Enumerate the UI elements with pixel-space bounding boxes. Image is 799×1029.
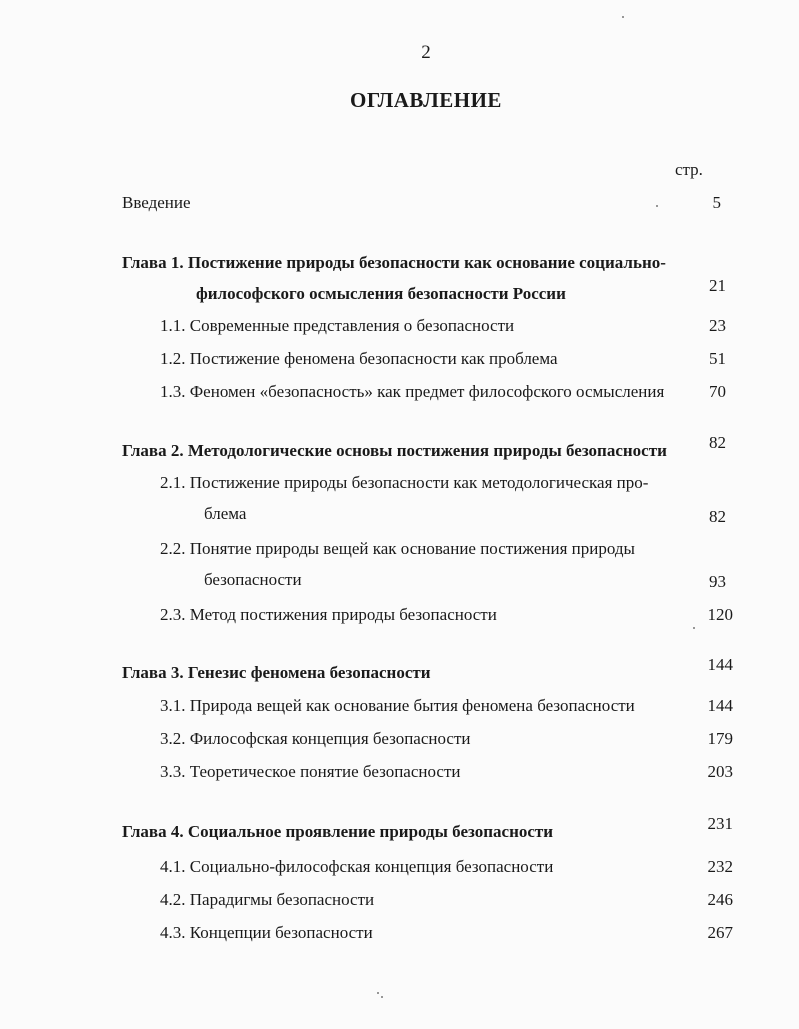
section-page: 267 [707,923,733,942]
section-page: 82 [709,507,726,526]
scan-speck [377,992,379,994]
section-page: 93 [709,572,726,591]
section-1-2: 1.2. Постижение феномена безопасности как проблема [160,349,558,368]
chapter-page: 82 [709,433,726,452]
section-2-2-line1: 2.2. Понятие природы вещей как основание постижения природы [160,539,635,558]
section-4-3: 4.3. Концепции безопасности [160,923,373,942]
chapter-page: 231 [707,814,733,833]
section-page: 120 [707,605,733,624]
chapter-heading-line1: Глава 1. Постижение природы безопасности как основание социально- [122,253,666,272]
chapter-page: 21 [709,276,726,295]
toc-intro-page: 5 [712,193,721,212]
scan-speck [693,627,695,629]
section-3-2: 3.2. Философская концепция безопасности [160,729,471,748]
chapter-page: 144 [707,655,733,674]
section-page: 70 [709,382,726,401]
page-title: ОГЛАВЛЕНИЕ [350,88,502,112]
section-1-3: 1.3. Феномен «безопасность» как предмет философского осмысления [160,382,665,401]
section-2-1-line1: 2.1. Постижение природы безопасности как методологическая про- [160,473,649,492]
chapter-heading-line2: философского осмысления безопасности России [196,284,566,303]
scan-speck [381,996,383,998]
page-column-header: стр. [675,160,703,179]
section-2-3: 2.3. Метод постижения природы безопасности [160,605,497,624]
section-4-1: 4.1. Социально-философская концепция безопасности [160,857,554,876]
section-page: 246 [707,890,733,909]
section-1-1: 1.1. Современные представления о безопасности [160,316,515,335]
section-4-2: 4.2. Парадигмы безопасности [160,890,375,909]
scan-speck [622,16,624,18]
toc-intro-label: Введение [122,193,191,212]
section-page: 23 [709,316,726,335]
section-page: 179 [707,729,733,748]
section-page: 232 [707,857,733,876]
chapter-heading-line1: Глава 3. Генезис феномена безопасности [122,663,431,682]
section-page: 51 [709,349,726,368]
page-number: 2 [421,42,431,63]
chapter-heading-line1: Глава 4. Социальное проявление природы безопасности [122,822,554,841]
section-page: 203 [707,762,733,781]
section-page: 144 [707,696,733,715]
section-3-3: 3.3. Теоретическое понятие безопасности [160,762,461,781]
section-2-2-line2: безопасности [204,570,302,589]
scan-speck [656,205,658,207]
section-2-1-line2: блема [204,504,247,523]
section-3-1: 3.1. Природа вещей как основание бытия феномена безопасности [160,696,635,715]
chapter-heading-line1: Глава 2. Методологические основы постижения природы безопасности [122,441,667,460]
